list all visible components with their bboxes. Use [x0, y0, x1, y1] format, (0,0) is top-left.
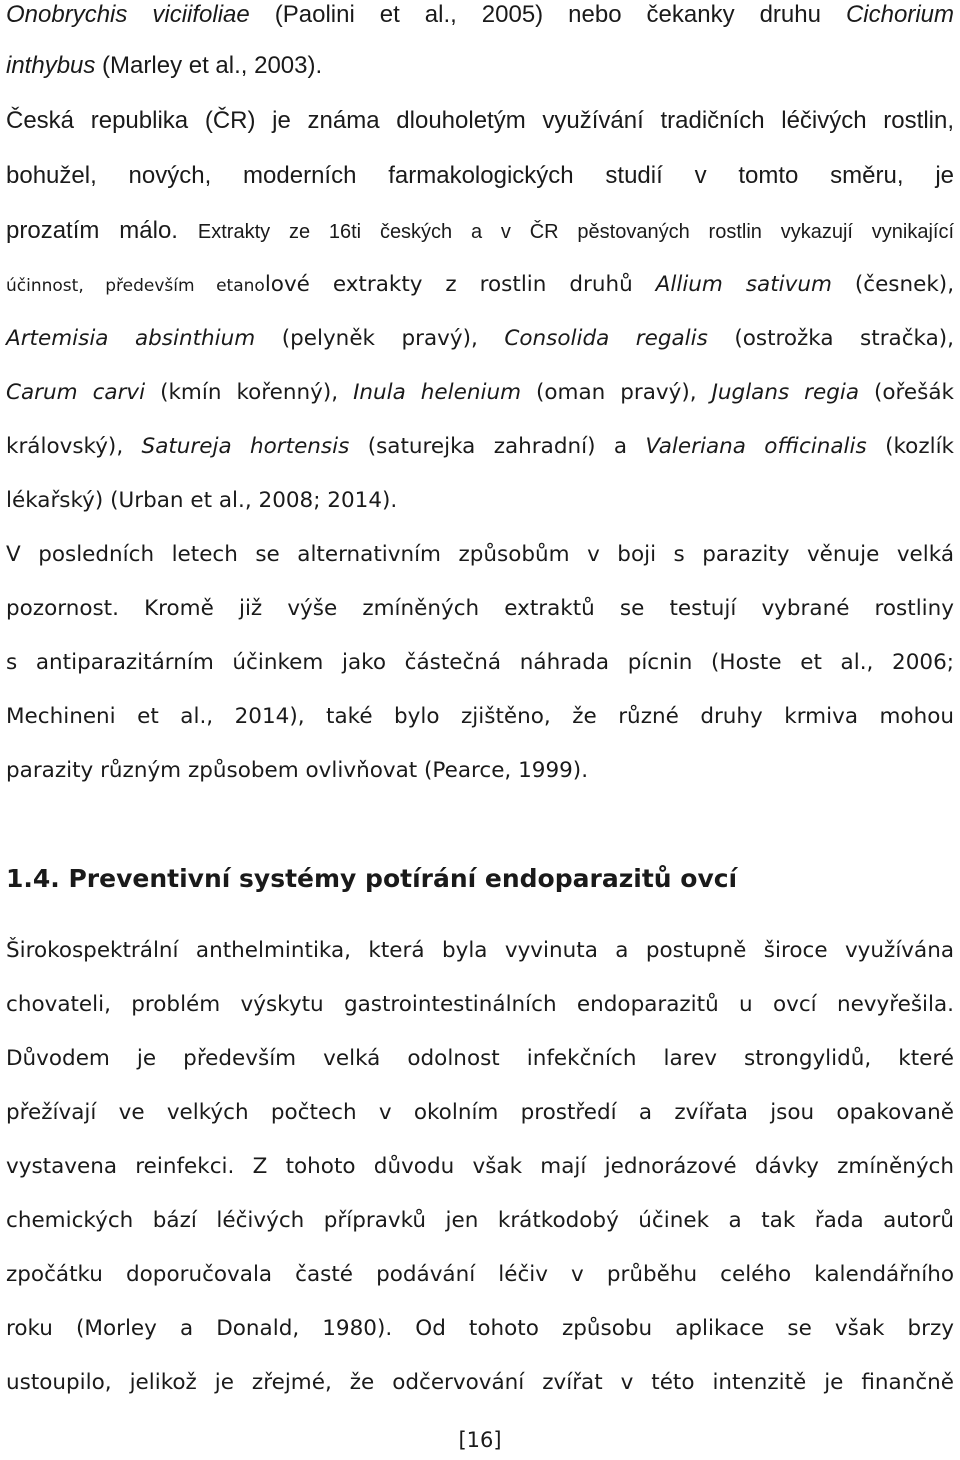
section-heading: 1.4. Preventivní systémy potírání endoparazitů ovcí: [6, 864, 738, 893]
text-line-3: Česká republika (ČR) je známa dlouholetým využívání tradičních léčivých rostlin,: [6, 107, 954, 134]
species-name: Inula helenium: [353, 380, 522, 405]
text-line-18: Důvodem je především velká odolnost infekčních larev strongylidů, které: [6, 1046, 954, 1071]
species-name: Valeriana officinalis: [645, 434, 867, 459]
text-span: lové extrakty z rostlin druhů: [264, 272, 656, 297]
text-line-15: parazity různým způsobem ovlivňovat (Pearce, 1999).: [6, 758, 589, 783]
text-line-23: roku (Morley a Donald, 1980). Od tohoto způsobu aplikace se však brzy: [6, 1316, 954, 1341]
text-line-6: [6, 270, 954, 300]
text-line-22: zpočátku doporučovala časté podávání léčiv v průběhu celého kalendářního: [6, 1262, 954, 1287]
text-line-4: bohužel, nových, moderních farmakologických studií v tomto směru, je: [6, 162, 954, 189]
text-line-21: chemických bází léčivých přípravků jen krátkodobý účinek a tak řada autorů: [6, 1208, 954, 1233]
text-line-5: [6, 216, 954, 246]
species-name: Artemisia absinthium: [6, 326, 256, 351]
text-line-11: V posledních letech se alternativním způsobům v boji s parazity věnuje velká: [6, 542, 954, 567]
text-line-14: Mechineni et al., 2014), také bylo zjištěno, že různé druhy krmiva mohou: [6, 704, 954, 729]
species-name: Cichorium: [845, 1, 954, 28]
text-line-12: pozornost. Kromě již výše zmíněných extraktů se testují vybrané rostliny: [6, 596, 954, 621]
text-line-13: s antiparazitárním účinkem jako částečná náhrada pícnin (Hoste et al., 2006;: [6, 650, 954, 675]
text-span: účinnost, především etano: [6, 276, 265, 296]
text-span: (kozlík: [866, 434, 954, 459]
text-line-19: přežívají ve velkých počtech v okolním prostředí a zvířata jsou opakovaně: [6, 1100, 954, 1125]
text-span: Extrakty ze 16ti českých a v ČR pěstovaných rostlin vykazují vynikající: [197, 221, 954, 243]
text-line-10: lékařský) (Urban et al., 2008; 2014).: [6, 488, 398, 513]
text-line-8: [6, 378, 954, 408]
species-name: Satureja hortensis: [141, 434, 350, 459]
text-span: královský),: [6, 434, 142, 459]
page-number: [16]: [458, 1428, 502, 1452]
text-line-24: ustoupilo, jelikož je zřejmé, že odčervování zvířat v této intenzitě je finančně: [6, 1370, 954, 1395]
text-line-17: chovateli, problém výskytu gastrointestinálních endoparazitů u ovcí nevyřešila.: [6, 992, 954, 1017]
text-span: (saturejka zahradní) a: [349, 434, 646, 459]
text-line-9: [6, 432, 954, 462]
species-name: Carum carvi: [6, 380, 146, 405]
text-span: (pelyněk pravý),: [255, 326, 505, 351]
text-line-1: [6, 0, 954, 30]
text-span: (ostrožka stračka),: [707, 326, 954, 351]
text-span: (kmín kořenný),: [145, 380, 354, 405]
text-span: (oman pravý),: [521, 380, 712, 405]
text-line-16: Širokospektrální anthelmintika, která byla vyvinuta a postupně široce využívána: [6, 938, 954, 963]
text-line-20: vystavena reinfekci. Z tohoto důvodu však mají jednorázové dávky zmíněných: [6, 1154, 954, 1179]
species-name: Juglans regia: [711, 380, 860, 405]
text-line-7: [6, 324, 954, 354]
text-span: (ořešák: [859, 380, 954, 405]
species-name: Consolida regalis: [504, 326, 708, 351]
text-span: prozatím málo.: [6, 217, 198, 244]
text-line-2: [6, 51, 954, 81]
text-span: (Paolini et al., 2005) nebo čekanky druhu: [249, 1, 846, 28]
species-name: Allium sativum: [655, 272, 832, 297]
text-span: (Marley et al., 2003).: [95, 52, 323, 79]
species-name: Onobrychis viciifoliae: [6, 1, 250, 28]
text-span: (česnek),: [831, 272, 955, 297]
species-name: inthybus: [6, 52, 96, 79]
